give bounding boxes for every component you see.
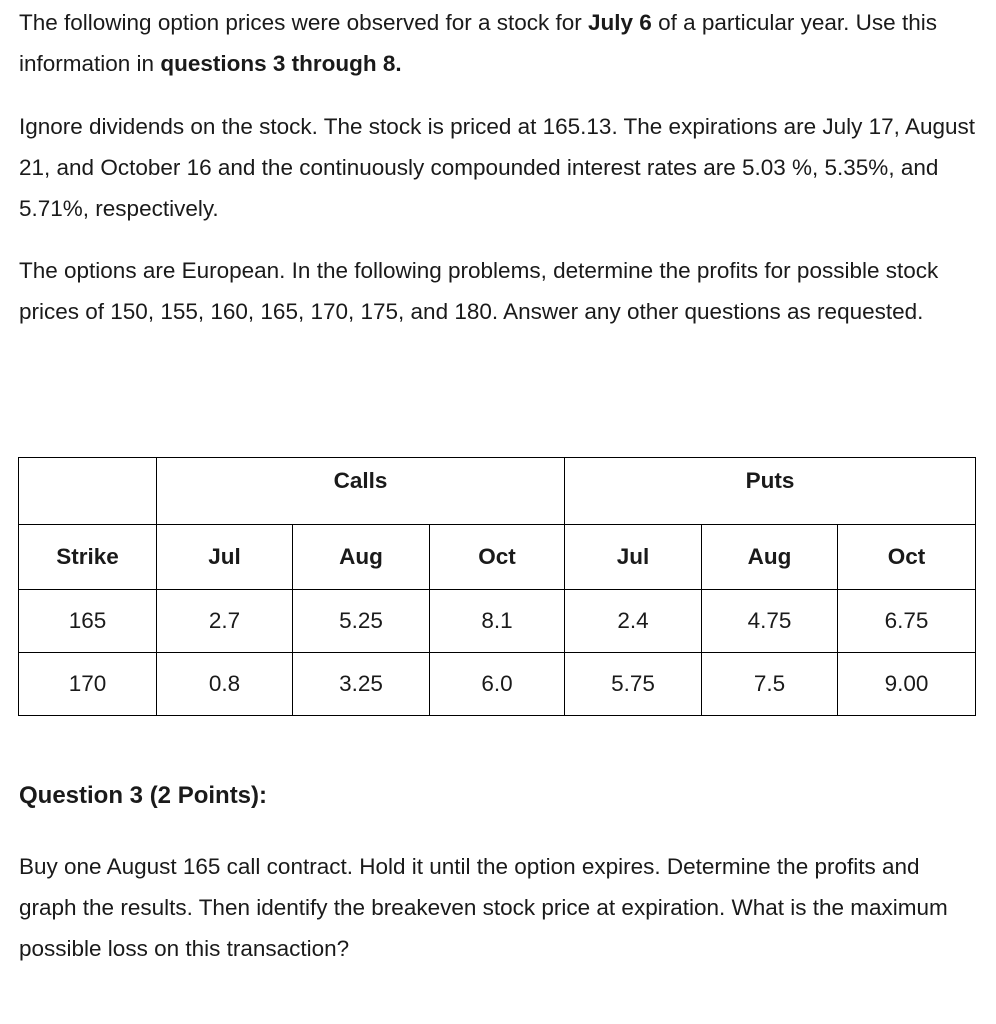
column-header: Strike — [19, 525, 157, 590]
table-cell: 2.4 — [565, 590, 702, 653]
table-cell: 5.25 — [293, 590, 430, 653]
column-header: Jul — [157, 525, 293, 590]
table-cell: 8.1 — [430, 590, 565, 653]
table-row — [19, 590, 976, 653]
puts-group-header — [565, 458, 976, 525]
table-group-header-row — [19, 458, 976, 525]
table-row — [19, 653, 976, 716]
table-cell: 5.75 — [565, 653, 702, 716]
intro-paragraph-1 — [19, 2, 979, 84]
column-header: Oct — [838, 525, 976, 590]
column-header: Aug — [702, 525, 838, 590]
table-cell: 9.00 — [838, 653, 976, 716]
table-cell: 2.7 — [157, 590, 293, 653]
column-header: Aug — [293, 525, 430, 590]
table-cell: 165 — [19, 590, 157, 653]
puts-label: Puts — [745, 468, 795, 493]
intro-text-2: of a particular year. Use this information in — [19, 10, 937, 76]
intro-paragraph-3: The options are European. In the following problems, determine the profits for possible stock prices of 150, 155, 160, 165, 170, 175, and 180. Answer any other questions as requested. — [19, 258, 939, 324]
table-corner-cell — [19, 458, 157, 525]
table-cell: 170 — [19, 653, 157, 716]
calls-label: Calls — [333, 468, 388, 493]
intro-date-bold: July 6 — [588, 10, 652, 35]
table-cell: 6.75 — [838, 590, 976, 653]
table-cell: 4.75 — [702, 590, 838, 653]
intro-questions-bold: questions 3 through 8. — [160, 51, 402, 76]
intro-paragraph-2: Ignore dividends on the stock. The stock is priced at 165.13. The expirations are July 17, August 21, and October 16 and the continuously compounded interest rates are 5.03 %, 5.35%, and 5.71%, respectively. — [19, 114, 975, 221]
calls-group-header — [157, 458, 565, 525]
option-prices-table — [18, 457, 976, 716]
column-header: Jul — [565, 525, 702, 590]
table-cell: 6.0 — [430, 653, 565, 716]
table-column-header-row — [19, 525, 976, 590]
table-cell: 0.8 — [157, 653, 293, 716]
table-cell: 3.25 — [293, 653, 430, 716]
table-cell: 7.5 — [702, 653, 838, 716]
column-header: Oct — [430, 525, 565, 590]
question-text: Buy one August 165 call contract. Hold it until the option expires. Determine the profits and graph the results. Then identify the breakeven stock price at expiration. What is the maximum possible loss on this transaction? — [19, 854, 948, 961]
question-title: Question 3 (2 Points): — [19, 782, 268, 809]
intro-text-1: The following option prices were observed for a stock for — [19, 10, 589, 35]
